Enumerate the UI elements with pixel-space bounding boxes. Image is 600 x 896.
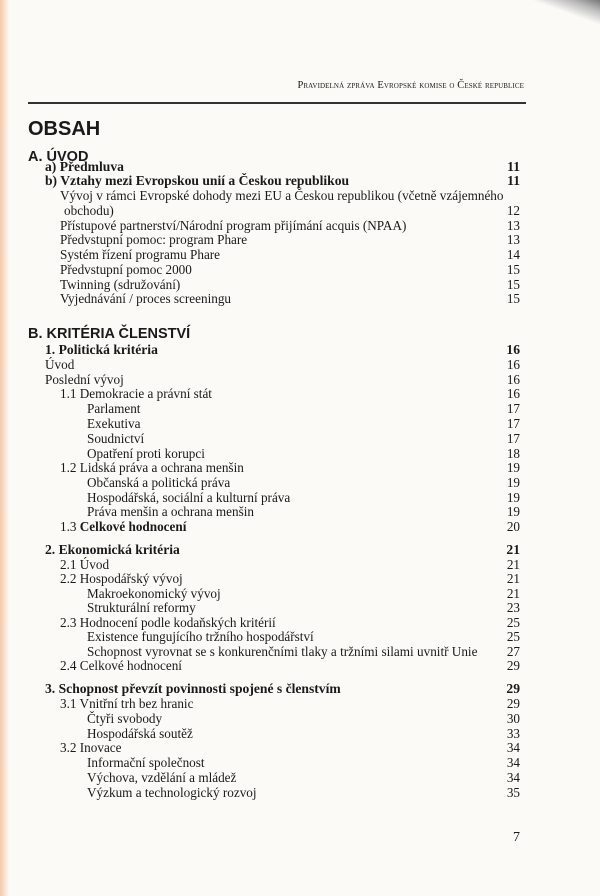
toc-entry-page: 34 <box>506 755 520 770</box>
toc-entry[interactable] <box>0 262 600 277</box>
toc-entry-page: 27 <box>506 644 520 659</box>
toc-entry-title <box>60 519 186 534</box>
toc-entry-page: 21 <box>506 586 520 601</box>
toc-entry-title: 1.1 Demokracie a právní stát <box>60 386 212 401</box>
toc-entry[interactable] <box>0 542 600 557</box>
toc-entry[interactable] <box>0 504 600 519</box>
toc-entry[interactable] <box>0 726 600 741</box>
toc-entry[interactable] <box>0 740 600 755</box>
toc-entry-title: Předvstupní pomoc: program Phare <box>60 232 248 247</box>
toc-entry[interactable] <box>0 519 600 534</box>
toc-entry[interactable] <box>0 386 600 401</box>
toc-entry-title: Práva menšin a ochrana menšin <box>87 504 254 519</box>
toc-entry-title: Vývoj v rámci Evropské dohody mezi EU a Českou republikou (včetně vzájemného <box>60 188 504 203</box>
toc-entry[interactable] <box>0 203 600 218</box>
toc-entry-title: Opatření proti korupci <box>87 446 205 461</box>
toc-entry-page: 19 <box>506 490 520 505</box>
toc-entry[interactable] <box>0 557 600 572</box>
toc-entry-title: 2. Ekonomická kritéria <box>45 542 180 557</box>
toc-entry-page: 29 <box>506 681 520 696</box>
toc-entry-page: 34 <box>506 770 520 785</box>
toc-entry[interactable] <box>0 188 600 203</box>
toc-entry-title: Parlament <box>87 401 141 416</box>
toc-entry-number: 1.3 <box>60 519 80 534</box>
toc-entry-page: 17 <box>506 416 520 431</box>
toc-entry-title: Výzkum a technologický rozvoj <box>87 785 257 800</box>
toc-entry-page: 16 <box>506 357 520 372</box>
toc-entry[interactable] <box>0 342 600 357</box>
toc-entry[interactable] <box>0 291 600 306</box>
section-heading: A. ÚVOD <box>28 149 89 165</box>
toc-entry-page: 15 <box>506 277 520 292</box>
toc-entry-page: 25 <box>506 615 520 630</box>
toc-entry-page: 19 <box>506 475 520 490</box>
toc-entry-page: 19 <box>506 504 520 519</box>
toc-entry-title: Strukturální reformy <box>87 600 196 615</box>
toc-entry-title: Hospodářská, sociální a kulturní práva <box>87 490 291 505</box>
toc-entry-title: 1. Politická kritéria <box>45 342 158 357</box>
toc-title: OBSAH <box>28 118 101 140</box>
toc-entry-title: Exekutiva <box>87 416 141 431</box>
toc-entry-title: 2.4 Celkové hodnocení <box>60 658 182 673</box>
toc-entry-title: Hospodářská soutěž <box>87 726 193 741</box>
toc-entry-page: 11 <box>507 159 520 174</box>
toc-entry[interactable] <box>0 644 600 659</box>
header-rule <box>28 102 526 104</box>
toc-entry-title: a) Předmluva <box>45 159 124 174</box>
toc-entry-page: 18 <box>506 446 520 461</box>
toc-entry[interactable] <box>0 431 600 446</box>
toc-entry-title: Systém řízení programu Phare <box>60 247 221 262</box>
toc-entry-page: 34 <box>506 740 520 755</box>
toc-entry-title: 2.3 Hodnocení podle kodaňských kritérií <box>60 615 276 630</box>
toc-entry-page: 16 <box>506 372 520 387</box>
toc-entry-page: 25 <box>506 629 520 644</box>
section-heading: B. KRITÉRIA ČLENSTVÍ <box>28 326 191 342</box>
toc-entry-page: 21 <box>506 557 520 572</box>
toc-entry[interactable] <box>0 173 600 188</box>
toc-entry-title: Existence fungujícího tržního hospodářství <box>87 629 314 644</box>
page-number: 7 <box>513 830 520 845</box>
toc-entry-page: 35 <box>506 785 520 800</box>
toc-entry[interactable] <box>0 770 600 785</box>
page-corner-shadow <box>510 0 600 30</box>
toc-entry-title: 2.2 Hospodářský vývoj <box>60 571 183 586</box>
toc-entry-title: Předvstupní pomoc 2000 <box>60 262 192 277</box>
toc-entry-title: obchodu) <box>64 203 114 218</box>
toc-entry-title: Přístupové partnerství/Národní program přijímání acquis (NPAA) <box>60 218 407 233</box>
toc-entry[interactable] <box>0 755 600 770</box>
toc-entry-title: Vyjednávání / proces screeningu <box>60 291 232 306</box>
toc-entry-title: Výchova, vzdělání a mládež <box>87 770 237 785</box>
toc-entry-page: 21 <box>506 571 520 586</box>
toc-entry[interactable] <box>0 475 600 490</box>
toc-entry-page: 17 <box>506 401 520 416</box>
toc-entry-page: 15 <box>506 291 520 306</box>
toc-entry-title: Úvod <box>45 357 75 372</box>
toc-entry[interactable] <box>0 277 600 292</box>
running-header: Pravidelná zpráva Evropské komise o České republice <box>297 80 524 91</box>
toc-entry[interactable] <box>0 681 600 696</box>
toc-entry[interactable] <box>0 629 600 644</box>
toc-entry-page: 33 <box>506 726 520 741</box>
toc-entry-page: 29 <box>506 696 520 711</box>
toc-entry[interactable] <box>0 446 600 461</box>
toc-entry-page: 19 <box>506 460 520 475</box>
toc-entry-title: Informační společnost <box>87 755 205 770</box>
toc-entry-title: 3.1 Vnitřní trh bez hranic <box>60 696 194 711</box>
toc-entry[interactable] <box>0 218 600 233</box>
toc-entry[interactable] <box>0 696 600 711</box>
toc-entry[interactable] <box>0 247 600 262</box>
toc-entry[interactable] <box>0 401 600 416</box>
toc-entry-title: Schopnost vyrovnat se s konkurenčními tlaky a tržními silami uvnitř Unie <box>87 644 478 659</box>
toc-entry-page: 11 <box>507 173 520 188</box>
toc-entry-page: 17 <box>506 431 520 446</box>
toc-entry[interactable] <box>0 460 600 475</box>
toc-entry-page: 30 <box>506 711 520 726</box>
toc-entry-page: 12 <box>506 203 520 218</box>
toc-entry[interactable] <box>0 357 600 372</box>
toc-entry-title: Twinning (sdružování) <box>60 277 181 292</box>
toc-entry-page: 15 <box>506 262 520 277</box>
toc-entry-page: 13 <box>506 232 520 247</box>
toc-entry[interactable] <box>0 372 600 387</box>
toc-entry[interactable] <box>0 711 600 726</box>
toc-entry-title: 3.2 Inovace <box>60 740 122 755</box>
toc-entry[interactable] <box>0 571 600 586</box>
toc-entry-title: 2.1 Úvod <box>60 557 110 572</box>
toc-entry[interactable] <box>0 615 600 630</box>
toc-entry[interactable] <box>0 658 600 673</box>
toc-entry-title: Makroekonomický vývoj <box>87 586 221 601</box>
toc-entry-title: Občanská a politická práva <box>87 475 231 490</box>
toc-entry-page: 13 <box>506 218 520 233</box>
toc-entry[interactable] <box>0 232 600 247</box>
toc-entry-title: 3. Schopnost převzít povinnosti spojené s členstvím <box>45 681 341 696</box>
toc-entry-page: 23 <box>506 600 520 615</box>
toc-entry[interactable] <box>0 490 600 505</box>
toc-entry-title: Poslední vývoj <box>45 372 124 387</box>
toc-entry-title: b) Vztahy mezi Evropskou unií a Českou republikou <box>45 173 350 188</box>
toc-entry-text: Celkové hodnocení <box>79 519 187 534</box>
toc-entry-page: 29 <box>506 658 520 673</box>
toc-entry-title: Čtyři svobody <box>87 711 163 726</box>
toc-entry[interactable] <box>0 600 600 615</box>
toc-entry-title: 1.2 Lidská práva a ochrana menšin <box>60 460 244 475</box>
toc-entry-page: 20 <box>506 519 520 534</box>
toc-entry-page: 14 <box>506 247 520 262</box>
toc-entry-page: 16 <box>506 342 520 357</box>
toc-entry-page: 16 <box>506 386 520 401</box>
toc-entry-title: Soudnictví <box>87 431 145 446</box>
toc-entry[interactable] <box>0 159 600 174</box>
toc-entry[interactable] <box>0 586 600 601</box>
toc-entry[interactable] <box>0 416 600 431</box>
toc-entry[interactable] <box>0 785 600 800</box>
toc-entry-page: 21 <box>506 542 520 557</box>
